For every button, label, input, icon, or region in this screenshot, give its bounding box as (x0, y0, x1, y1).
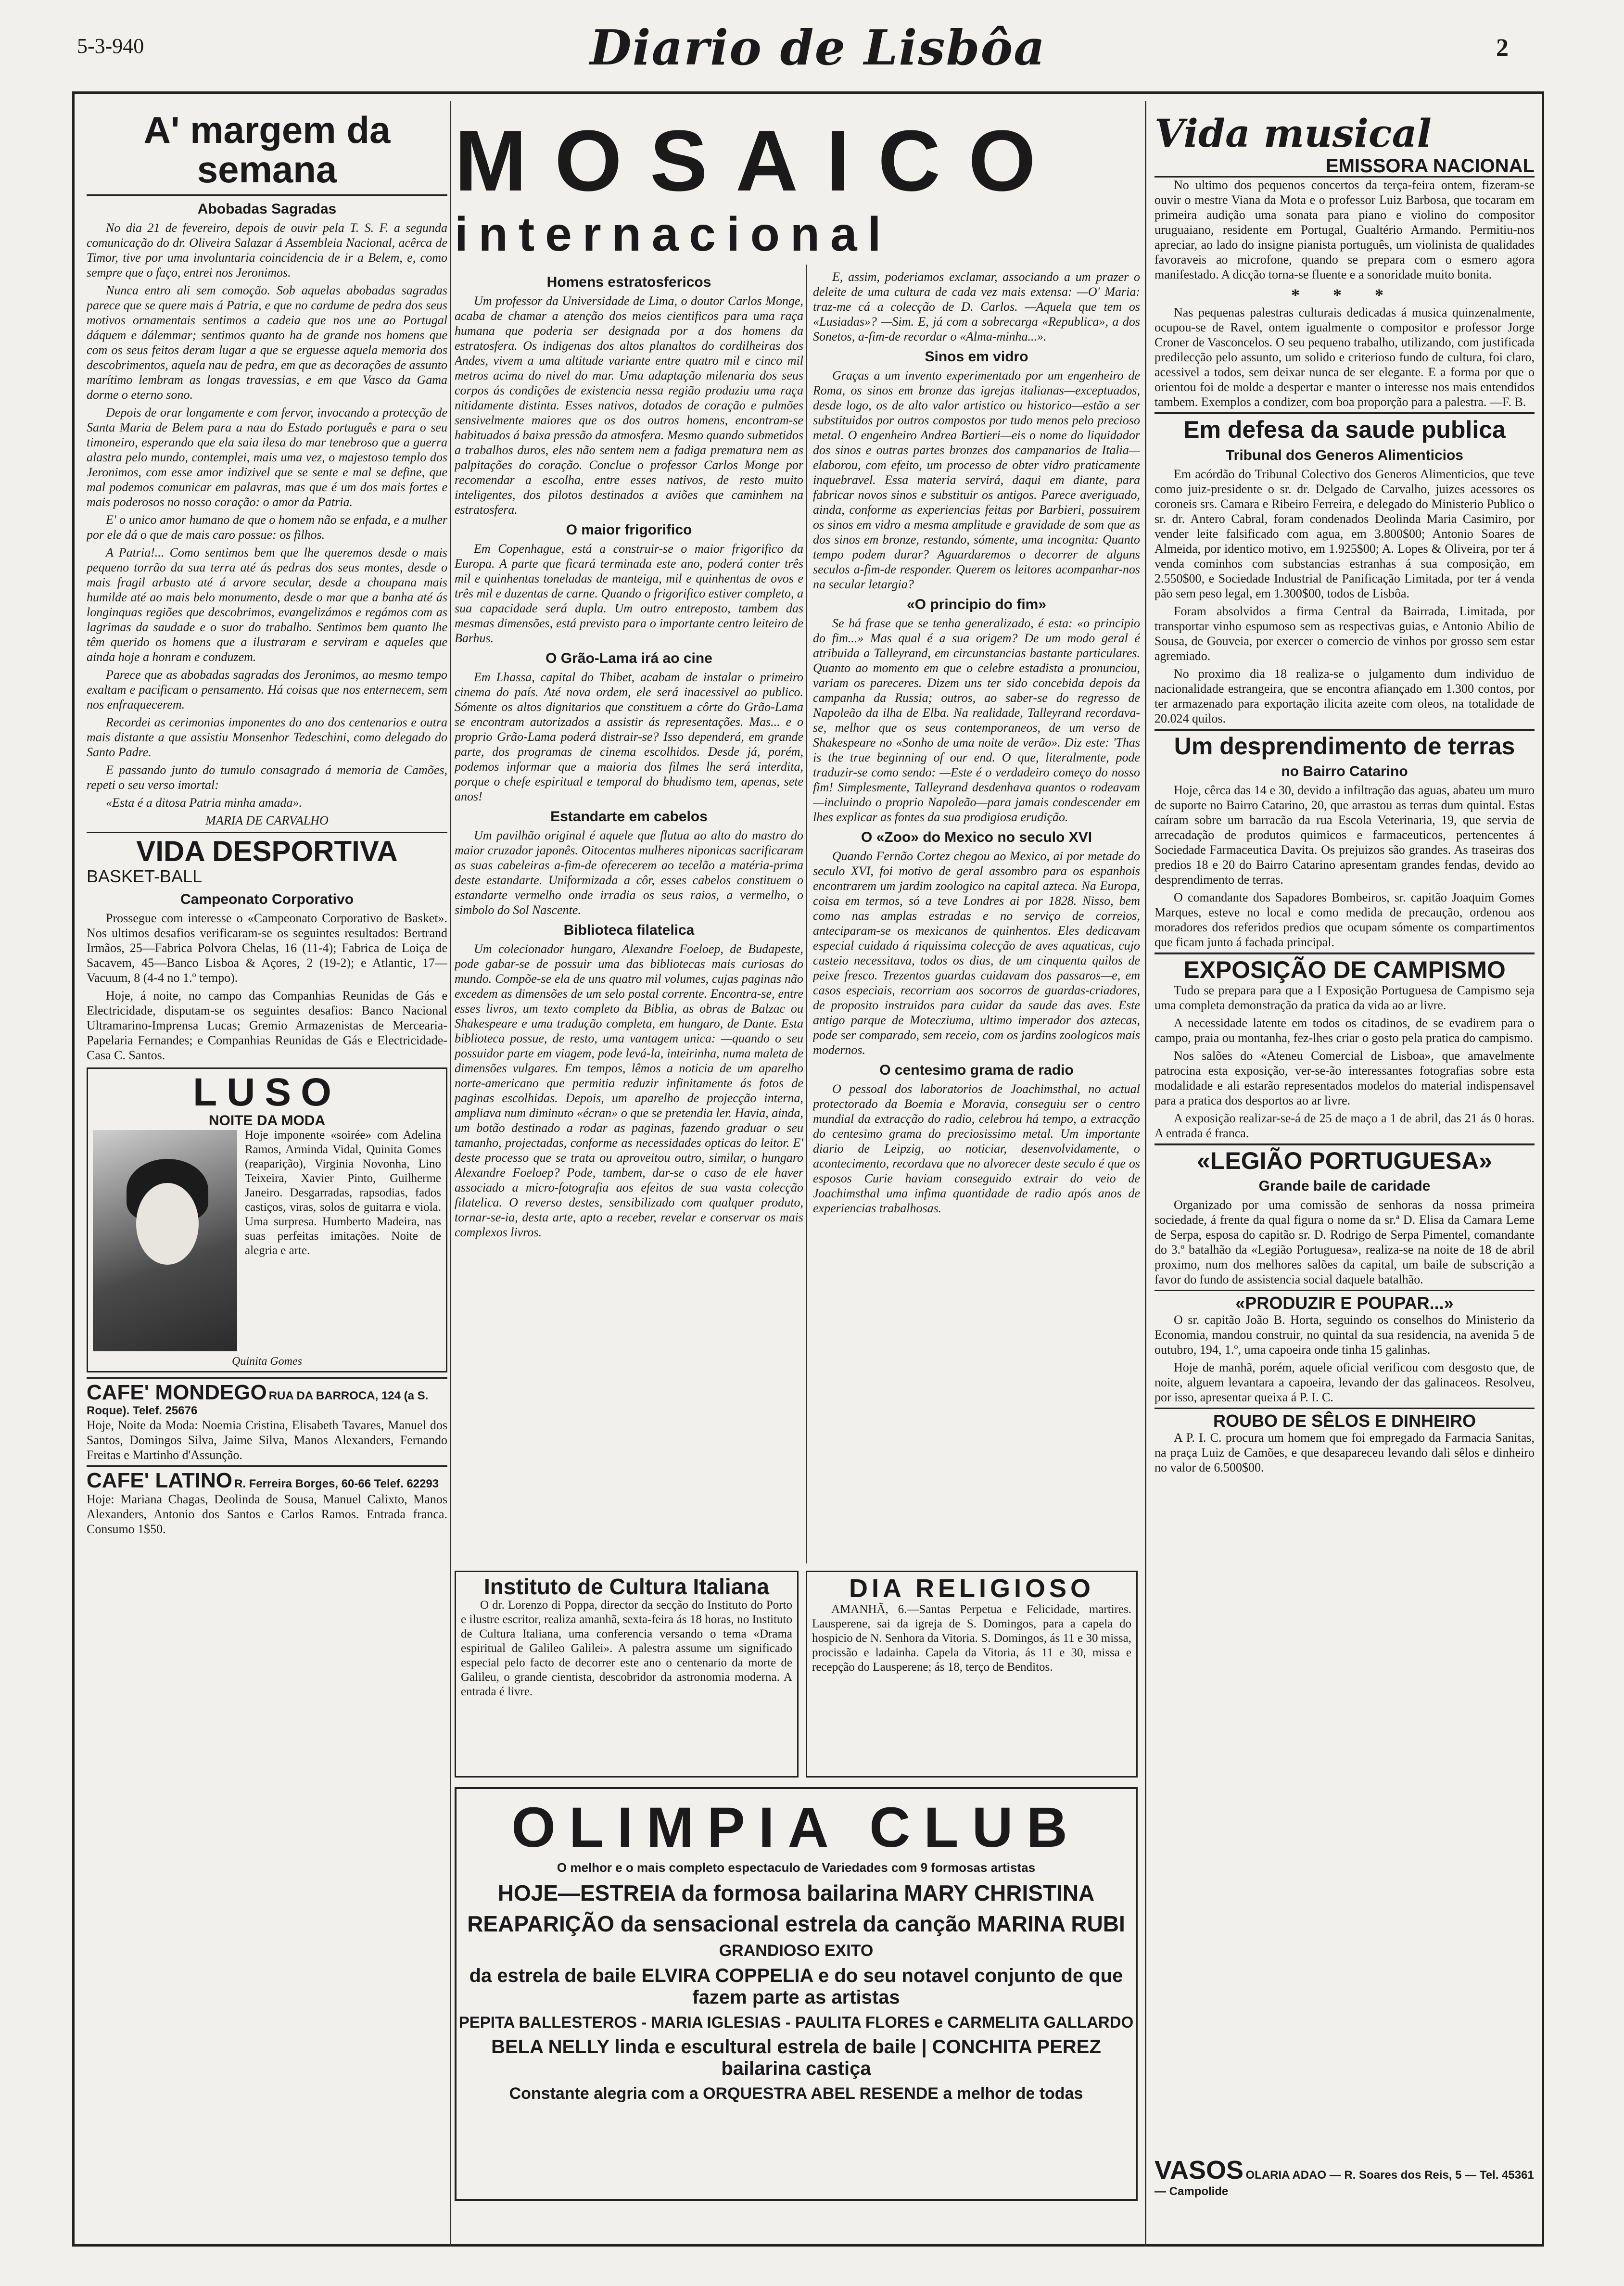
mondego-address: RUA DA BARROCA, 124 (a S. Roque). Telef. 25676 (87, 1389, 429, 1417)
produzir-title: «PRODUZIR E POUPAR...» (1155, 1290, 1535, 1312)
portrait-photo (93, 1130, 237, 1351)
article-heading: Campeonato Corporativo (180, 891, 354, 907)
article-heading: «O principio do fim» (906, 597, 1047, 612)
paragraph: Em Copenhague, está a construir-se o maior frigorifico da Europa. A parte que ficará terminada este ano, poderá conter três mil e quinhentas toneladas de manteiga, mil e quinhentas de ovos e três mil e duzentas de carne. Quando o frigorifico estiver completo, a sua capacidade será dupla. Um outro entreposto, tambem das mesmas dimensões, está previsto para o importante centro leiteiro de Barhus. (455, 542, 803, 645)
paragraph: Em acórdão do Tribunal Colectivo dos Generos Alimenticios, que teve como juiz-presidente o sr. dr. Delgado de Carvalho, juizes acessores os coroneis srs. Camara e Ribeiro Ferreira, e delegado do Ministerio Publico o sr. dr. Antero Cabral, foram condenados Deolinda Maria Casimiro, por vender leite falsificado com agua, em 3.800$00; Antonio Soares de Almeida, por identico motivo, em 1.925$00; A. Lopes & Oliveira, por ter á venda cominhos com substancias estranhas á sua composição, em 2.550$00, e Sociedade Industrial de Panificação Limitada, por ter á venda pão sem peso legal, em 1.300$00, todos de Lisbôa. (1155, 467, 1535, 600)
vasos-title: VASOS (1155, 2156, 1244, 2184)
vasos-text: OLARIA ADAO — R. Soares dos Reis, 5 — Tel. 45361 — Campolide (1155, 2169, 1534, 2198)
paragraph: Um colecionador hungaro, Alexandre Foeloep, de Budapeste, pode gabar-se de possuir uma das bibliotecas mais curiosas do mundo. Compõe-se ela de uns quatro mil volumes, cujas paginas não excedem as dimensões de um selo postal corrente. Encontra-se, entre esses livros, um texto completo da Biblia, as obras de Balzac ou Shakespeare e uma tradução completa, em hungaro, de Dante. Esta biblioteca possue, de resto, uma vantagem unica: —quando o seu possuidor parte em viagem, pode levá-la, inteirinha, numa maleta de dimensões vulgares. Em tempos, lêmos a noticia de um aparelho norte-americano que permitia reduzir infinitamente ás fotos de paginas escolhidas. Depois, um aparelho de projecção interna, ampliava num diminuto «écran» o que se pretendia ler. Havia, ainda, um botão destinado a rodar as paginas, fazendo graduar o seu tamanho, projectadas, conforme as necessidades opticas do leitor. E' deste processo que se trata ou aproveitou outro, similar, o hungaro Alexandre Foeloep? Pode, tambem, dar-se o caso de ele haver associado a micro-fotografia aos efeitos de sua vasta colecção filatelica. O reverso destes, sensibilizado com qualquer produto, tornar-se-ia, desta arte, apto a receber, revelar e conservar os mais complexos livros. (455, 942, 803, 1239)
vasos-ad (1155, 2155, 1535, 2198)
photo-face (136, 1183, 199, 1265)
section-title-margem: A' margem da semana (87, 111, 447, 196)
photo-caption: Quinita Gomes (232, 1355, 302, 1368)
paragraph: Um professor da Universidade de Lima, o doutor Carlos Monge, acaba de chamar a atenção dos meios cientificos para uma raça humana que poderia ser designada por a dos homens da estratosfera. Os indigenas dos altos planaltos do cordilheiras dos Andes, vivem a uma altitude variante entre quatro mil e cinco mil metros acima do nivel do mar. Uma adaptação milenaria dos seus corpos ás condições de existencia nessa região produziu uma raça nitidamente distinta. Esses nativos, dotados de coração e pulmões sensivelmente maiores que os dos outros homens, encontram-se habituados á baixa pressão da atmosfera. Mesmo quando submetidos a trabalhos duros, eles não sentem nem a fadiga prematura nem as palpitações do coração. Conclue o professor Carlos Monge por recomendar a escolha, entre esses nativos, de resto muito inteligentes, dos pilotos destinados a aviões que caminhem na estratosfera. (455, 294, 803, 517)
paragraph: Recordei as cerimonias imponentes do ano dos centenarios e outra mais distante a que assistiu Monsenhor Tedeschini, como delegado do Santo Padre. (87, 715, 447, 759)
column-rule (450, 101, 451, 2247)
article-heading: Homens estratosfericos (546, 274, 711, 290)
paragraph: Foram absolvidos a firma Central da Bairrada, Limitada, por transportar vinho espumoso sem as respectivas guias, e Antonio Abilio de Sousa, de Gouveia, por exercer o comercio de vinhos por grosso sem estar agremiado. (1155, 604, 1535, 663)
article-heading: Abobadas Sagradas (197, 201, 337, 217)
latino-title: CAFE' LATINO (87, 1468, 232, 1492)
paragraph: Em Lhassa, capital do Thibet, acabam de instalar o primeiro cinema do país. Até nova ordem, ele será inacessivel ao publico. Sómente os altos dignitarios que constituem a côrte do Grão-Lama se encontram autorizados a assistir ás representações. Mas... e o proprio Grão-Lama poderá distrair-se? Isso dependerá, em grande parte, dos programas de cinema escolhidos. Desde já, porém, podemos informar que a maioria dos filmes lhe será interdita, porque o chefe espiritual e temporal do bhudismo tem, apenas, sete anos! (455, 670, 803, 803)
paragraph: O comandante dos Sapadores Bombeiros, sr. capitão Joaquim Gomes Marques, esteve no local e como medida de precaução, ordenou aos moradores dos referidos predios que ocupam sómente os compartimentos que ficam junto á fachada principal. (1155, 890, 1535, 949)
article-heading: Biblioteca filatelica (563, 922, 695, 938)
paragraph: Tudo se prepara para que a I Exposição Portuguesa de Campismo seja uma completa demonstração da pratica da vida ao ar livre. (1155, 983, 1535, 1012)
paragraph: Hoje de manhã, porém, aquele oficial verificou com desgosto que, de noite, alguem levantara a capoeira, levando der das galinaceos. Resolveu, por isso, apresentar queixa á P. I. C. (1155, 1360, 1535, 1404)
dia-religioso-box (806, 1571, 1138, 1778)
cultura-title: Instituto de Cultura Italiana (484, 1574, 769, 1599)
paragraph: Hoje, cêrca das 14 e 30, devido a infiltração das aguas, abateu um muro de suporte no Bairro Catarino, 20, que arrastou as terras dum quintal. Estas caíram sobre um barracão da rua Escola Veterinaria, 19, que servia de arrecadação de produtos quimicos e farmaceuticos, pertencentes á Sociedade Farmaceutica Davita. Os prejuizos são grandes. As traseiras dos predios 18 e 20 do Bairro Catarino apresentam grandes fendas, devido ao desprendimento de terras. (1155, 783, 1535, 887)
legiao-title: «LEGIÃO PORTUGUESA» (1155, 1143, 1535, 1174)
column-rule (1145, 101, 1146, 2247)
article-heading: Estandarte em cabelos (550, 809, 708, 825)
olimpia-line: REAPARIÇÃO da sensacional estrela da canção MARINA RUBI (467, 1911, 1125, 1936)
paragraph: Hoje, á noite, no campo das Companhias Reunidas de Gás e Electricidade, disputam-se os seguintes desafios: Banco Nacional Ultramarino-Imprensa Lucas; Gremio Armazenistas de Mercearia-Papelaria Fernandes; e Companhias Reunidas de Gás e Electricidade-Casa C. Santos. (87, 988, 447, 1062)
paragraph: Quando Fernão Cortez chegou ao Mexico, ai por metade do seculo XVI, foi motivo de geral assombro para os espanhois encontrarem um jardim zoologico na capital azteca. Na Europa, coisa em termos, só a teve Londres ai por 1828. Nisso, bem como nas amplas estradas e no serviço de correios, anteciparam-se os mexicanos de quinhentos. Eles dedicavam especial cuidado á riquissima colecção de aves aquaticas, cujo custeio necessitava, todos os dias, de um cinquenta quilos de peixe fresco. Trezentos guardas cuidavam dos passaros—e, em casos especiais, recorriam aos socorros de guardas-criadores, de proposito instruidos para cuidar da saude das aves. Este antigo parque de Motecziuma, ultimo imperador dos aztecas, pode ser comparado, sem receio, com os jardins zoologicos mais modernos. (813, 849, 1140, 1057)
luso-title: LUSO (193, 1070, 341, 1114)
mosaico-title: MOSAICO (455, 113, 1064, 209)
article-heading: no Bairro Catarino (1281, 763, 1408, 779)
sport-subtitle: BASKET-BALL (87, 866, 203, 886)
luso-text: Hoje imponente «soirée» com Adelina Ramos, Arminda Vidal, Quinita Gomes (reaparição), Virginia Novonha, Lino Teixeira, Xavier Pinto, Guilherme Janeiro. Desgarradas, rapsodias, fados castiços, viras, solos de guitarra e viola. Uma surpresa. Humberto Madeira, nas suas perfeitas imitações. Noite de alegria e arte. (245, 1129, 441, 1257)
paragraph: A P. I. C. procura um homem que foi empregado da Farmacia Sanitas, na praça Luiz de Camões, e que desapareceu levando dali sêlos e dinheiro no valor de 6.500$00. (1155, 1430, 1535, 1474)
roubo-title: ROUBO DE SÊLOS E DINHEIRO (1155, 1408, 1535, 1430)
article-heading: Sinos em vidro (925, 349, 1028, 365)
exposicao-title: EXPOSIÇÃO DE CAMPISMO (1155, 952, 1535, 983)
article-heading: O maior frigorifico (566, 522, 692, 538)
mondego-title: CAFE' MONDEGO (87, 1381, 267, 1405)
article-heading: O «Zoo» do Mexico no seculo XVI (861, 829, 1092, 845)
column-right (1155, 101, 1535, 2238)
paragraph: E, assim, poderiamos exclamar, associando a um prazer o deleite de uma cultura de cada vez mais extensa: —O' Maria: traz-me cá a colecção de D. Carlos. —Aquela que tem os «Lusiadas»? —Sim. E, já com a sobrecarga «Republica», a dos Sonetos, a-fim-de recordar o «Alma-minha...». (813, 270, 1140, 343)
paragraph: No dia 21 de fevereiro, depois de ouvir pela T. S. F. a segunda comunicação do dr. Oliveira Salazar á Assembleia Nacional, acêrca de Timor, tive por uma involuntaria coincidencia de ir a Belem, e, como sempre que o faço, entrei nos Jeronimos. (87, 220, 447, 279)
paragraph: E passando junto do tumulo consagrado á memoria de Camões, repeti o seu verso imortal: (87, 762, 447, 792)
paragraph: Nas pequenas palestras culturais dedicadas á musica quinzenalmente, ocupou-se de Ravel, ontem igualmente o compositor e professor Jorge Croner de Vasconcelos. O seu pequeno trabalho, utilizando, com justificada predilecção pelo assunto, um solido e criterioso fundo de cultura, foi claro, acessivel a todos, sem deixar nunca de ser elegante. E a forma por que o orientou foi de molde a despertar e manter o interesse nos mais entendidos tambem. Exemplos a condizer, com boa proporção para a palestra. —F. B. (1155, 305, 1535, 409)
paragraph: Nunca entro ali sem comoção. Sob aquelas abobadas sagradas parece que se quere mais á Patria, e que no cardume de pedra dos seus motivos ornamentais sentimos a cadeia que nos une ao Portugal dáquem e dálemmar; sentimos quanto ha de grande nos homens que com os seus feitos deram lugar a que se erguesse aquela memoria dos descobrimentos, aquela nau de pedra, em que as decorações de assunto marítimo lembram as longas travessias, e em que Vasco da Gama dorme o eterno sono. (87, 283, 447, 402)
author-signature: MARIA DE CARVALHO (205, 813, 329, 827)
column-mosaico-right (813, 269, 1140, 1563)
cultura-text: O dr. Lorenzo di Poppa, director da secção do Instituto do Porto e ilustre escritor, realiza amanhã, sexta-feira ás 18 horas, no Instituto de Cultura Italiana, uma conferencia versando o tema «Drama espiritual de Galileo Galilei». A palestra assume um significado especial pelo facto de decorrer este ano o centenario da morte de Galileu, o grande cientista, descobridor da astronomia moderna. A entrada é livre. (461, 1599, 792, 1699)
paragraph: O pessoal dos laboratorios de Joachimsthal, no actual protectorado da Boemia e Moravia, conseguiu ser o centro mundial da extracção do radio, celebrou há tempo, a extracção do centesimo grama do preciosissimo metal. Um importante diario de Leipzig, ao noticiar, desenvolvidamente, o acontecimento, recordava que no alvorecer deste seculo é que os esposos Curie haviam conseguido extrair do veio de Joachimsthal uma infima quantidade de radio após anos de experiencias trabalhosas. (813, 1082, 1140, 1215)
column-mosaico-left (455, 269, 803, 1563)
religioso-text: AMANHÃ, 6.—Santas Perpetua e Felicidade, martires. Lausperene, sai da igreja de S. Domingos, para a capela do hospicio de N. Senhora da Vitoria. S. Domingos, ás 11 e 30 missa, procissão e ladainha. Capela da Vitoria, ás 11 e 30, missa e recepção do Lausperene; ás 18, terço de Benditos. (812, 1602, 1131, 1674)
newspaper-title: Diario de Lisbôa (589, 19, 1046, 76)
column-margem (87, 101, 447, 2238)
religioso-title: DIA RELIGIOSO (849, 1574, 1095, 1603)
column-rule (806, 265, 807, 1563)
mondego-text: Hoje, Noite da Moda: Noemia Cristina, Elisabeth Tavares, Manuel dos Santos, Domingos Silva, Jaime Silva, Manos Alexanders, Fernando Freitas e Martinho d'Assunção. (87, 1418, 447, 1462)
vida-musical-title: Vida musical (1155, 111, 1432, 156)
article-heading: Grande baile de caridade (1258, 1178, 1431, 1194)
desprendimento-title: Um desprendimento de terras (1155, 729, 1535, 759)
emissora-title: EMISSORA NACIONAL (1155, 156, 1535, 178)
paragraph: Organizado por uma comissão de senhoras da nossa primeira sociedade, á frente da qual figura o nome da sr.ª D. Elisa da Camara Leme de Serpa, esposa do capitão sr. D. Rodrigo de Serpa Pimentel, comandante do 3.º batalhão da «Legião Portuguesa», realiza-se na noite de 18 de abril proximo, num dos melhores salões da capital, um baile de subscrição a favor do fundo de assistencia social daquele batalhão. (1155, 1198, 1535, 1286)
issue-date: 5-3-940 (77, 34, 144, 58)
paragraph: A exposição realizar-se-á de 25 de maço a 1 de abril, das 21 ás 0 horas. A entrada é franca. (1155, 1111, 1535, 1140)
mondego-ad (87, 1377, 447, 1462)
olimpia-club-ad (455, 1787, 1138, 2201)
latino-ad (87, 1465, 447, 1537)
paragraph: No proximo dia 18 realiza-se o julgamento dum individuo de nacionalidade estrangeira, que se encontra afiançado em 1.300 contos, por ter armazenado para exportação ilicita azeite com oleos, na totalidade de 20.024 quilos. (1155, 666, 1535, 725)
latino-text: Hoje: Mariana Chagas, Deolinda de Sousa, Manuel Calixto, Manos Alexanders, Antonio dos Santos e Carlos Ramos. Entrada franca. Consumo 1$50. (87, 1492, 447, 1536)
paragraph: «Esta é a ditosa Patria minha amada». (106, 795, 303, 810)
paragraph: Se há frase que se tenha generalizado, é esta: «o principio do fim...» Mas qual é a sua origem? De um modo geral é atribuida a Talleyrand, em circunstancias bastante particulares. Quanto ao momento em que o celebre estadista a pronunciou, variam os pareceres. Dizem uns ter sido concebida depois da campanha da Russia; outros, ao saber-se do regresso de Napoleão da ilha de Elba. Na realidade, Talleyrand recordava-se, melhor que os seus contemporaneos, de um verso de Shakespeare no «Sonho de uma noite de verão». Diz este: 'Thas is the true beginning of our end. O que, literalmente, pode traduzir-se como sendo: —Este é o verdadeiro começo do nosso fim! Simplesmente, Talleyrand desdenhava quantos o rodeavam—incluindo o proprio Napoleão—para jamais condescender em lhes explicar as fontes da sua prodigiosa erudição. (813, 616, 1140, 824)
paragraph: Graças a um invento experimentado por um engenheiro de Roma, os sinos em bronze das igrejas italianas—exceptuados, desde logo, os de alto valor artistico ou historico—estão a ser substituidos por outros compostos por tudo menos pelo precioso metal. O engenheiro Andrea Bartieri—eis o nome do liquidador dos sinos e outras partes bronzes dos campanarios de Italia—elaborou, com efeito, um processo de obter vidro praticamente inquebravel. Essa materia servirá, daqui em diante, para fabricar novos sinos e substituir os antigos. Parece averiguado, ainda, conforme as experiencias feitas por Barbieri, possuirem os sinos em vidro a mesma amplitude e gravidade de som que as dos sinos em bronze, restando, sómente, uma incognita: Quanto tempo podem durar? Aguardaremos o decorrer de alguns seculos a-fim-de responder. Querem os leitores acompanhar-nos na secular letargia? (813, 368, 1140, 591)
paragraph: Um pavilhão original é aquele que flutua ao alto do mastro do maior cruzador japonês. Oitocentas mulheres niponicas sacrificaram as suas cabeleiras a-fim-de oferecerem ao tecelão a matéria-prima deste estandarte. Uniformizada a côr, esses cabelos constituem o estandarte vermelho onde irradia os seus raios, a vermelho, o simbolo do Sol Nascente. (455, 828, 803, 917)
olimpia-line: PEPITA BALLESTEROS - MARIA IGLESIAS - PAULITA FLORES e CARMELITA GALLARDO (458, 2013, 1134, 2031)
olimpia-line: Constante alegria com a ORQUESTRA ABEL RESENDE a melhor de todas (509, 2084, 1083, 2103)
page-number: 2 (1496, 34, 1509, 62)
article-heading: O Grão-Lama irá ao cine (546, 650, 712, 666)
olimpia-line: BELA NELLY linda e escultural estrela de baile | CONCHITA PEREZ bailarina castiça (491, 2036, 1101, 2079)
section-separator: * * * (1291, 285, 1398, 305)
paragraph: A necessidade latente em todos os citadinos, de se evadirem para o campo, praia ou montanha, fez-lhes criar o gosto pela pratica do campismo. (1155, 1016, 1535, 1045)
cultura-italiana-box (455, 1571, 799, 1778)
article-heading: Tribunal dos Generos Alimenticios (1226, 447, 1463, 463)
paragraph: Depois de orar longamente e com fervor, invocando a protecção de Santa Maria de Belem para a nau do Estado português e para o seu timoneiro, esperando que ela saia ilesa do mar tenebroso que a guerra alastra pelo mundo, contemplei, mais uma vez, o majestoso templo dos Jeronimos, com esse amor indizivel que se sente e mal se define, que mal podemos comunicar em palavras, mas que é um dos mais fortes e mais poderosos no nosso coração: o amor da Patria. (87, 405, 447, 509)
paragraph: Prossegue com interesse o «Campeonato Corporativo de Basket». Nos ultimos desafios verificaram-se os seguintes resultados: Bertrand Irmãos, 25—Fabrica Polvora Chelas, 16 (11-4); Fabrica de Loiça de Sacavem, 45—Banco Lisboa & Açores, 2 (19-2); e Atlantic, 17—Vacuum, 8 (4-4 no 1.º tempo). (87, 911, 447, 985)
luso-ad (87, 1067, 447, 1373)
paragraph: Nos salões do «Ateneu Comercial de Lisboa», que amavelmente patrocina esta exposição, ver-se-ão interessantes fotografias sobre esta modalidade e ali estarão representados modelos do material indispensavel para a pratica dos desportos ao ar livre. (1155, 1048, 1535, 1107)
olimpia-title: OLIMPIA CLUB (511, 1796, 1081, 1859)
latino-address: R. Ferreira Borges, 60-66 Telef. 62293 (234, 1477, 439, 1490)
mosaico-subtitle: internacional (455, 207, 892, 261)
paragraph: No ultimo dos pequenos concertos da terça-feira ontem, fizeram-se ouvir o mestre Viana da Mota e o professor Luiz Barbosa, que tocaram em primeira audição uma sonata para piano e violino do compositor uruguaiano, residente em Portugal, Gualtério Armando. Permitiu-nos apreciar, ao lado do insigne pianista português, um violinista de qualidades favoraveis ao microfone, quando se prepara com o esmero agora manifestado. A dicção torna-se fluente e a sonoridade muito bonita. (1155, 178, 1535, 281)
paragraph: O sr. capitão João B. Horta, seguindo os conselhos do Ministerio da Economia, mandou construir, no quintal da sua residencia, na avenida 5 de outubro, 194, 1.º, uma capoeira onde tinha 15 galinhas. (1155, 1312, 1535, 1357)
sport-section-title: VIDA DESPORTIVA (87, 832, 447, 866)
paragraph: Parece que as abobadas sagradas dos Jeronimos, ao mesmo tempo exaltam e pacificam o pensamento. Há coisas que nos enternecem, sem nos enfraquecerem. (87, 667, 447, 711)
luso-subtitle: NOITE DA MODA (208, 1112, 326, 1129)
olimpia-line: da estrela de baile ELVIRA COPPELIA e do seu notavel conjunto de que fazem parte as artistas (469, 1965, 1123, 2008)
olimpia-subtitle: O melhor e o mais completo espectaculo de Variedades com 9 formosas artistas (557, 1860, 1036, 1875)
paragraph: E' o unico amor humano de que o homem não se enfada, e a mulher por ele dá o que de mais caro possue: os filhos. (87, 512, 447, 542)
article-heading: O centesimo grama de radio (879, 1062, 1074, 1078)
defesa-title: Em defesa da saude publica (1155, 412, 1535, 443)
olimpia-line: HOJE—ESTREIA da formosa bailarina MARY CHRISTINA (497, 1880, 1095, 1905)
paragraph: A Patria!... Como sentimos bem que lhe queremos desde o mais pequeno torrão da sua terra até ás pedras dos seus montes, desde o mais fragil arbusto até á arvore secular, desde a choupana mais humilde até ao mais belo monumento, desde o mar que a banha até ás longinquas regiões que descobrimos, evangelizámos e regámos com as lagrimas da saudade e o suor do trabalho. Sentimos bem quanto lhe têm querido os homens que a ilustraram e serviram e aqueles que ainda hoje a honram e conduzem. (87, 545, 447, 664)
olimpia-line: GRANDIOSO EXITO (719, 1942, 874, 1960)
